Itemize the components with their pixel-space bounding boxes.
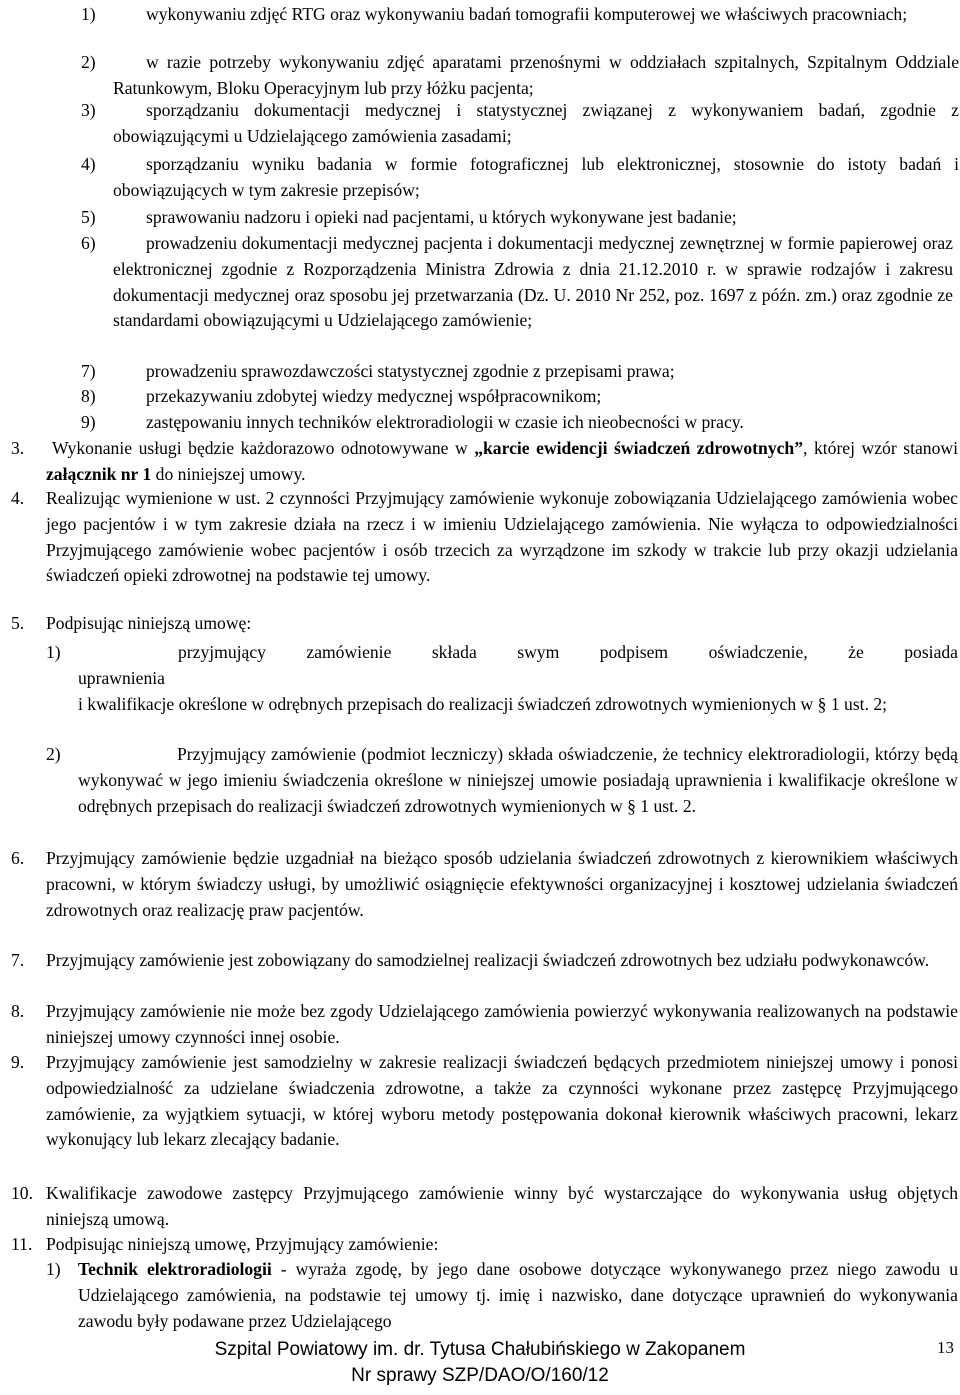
list-number: 4) <box>81 154 96 174</box>
list-number: 5) <box>81 207 96 227</box>
paragraph-number: 7. <box>11 950 25 970</box>
role-title: Technik elektroradiologii <box>78 1259 272 1279</box>
list-text: zastępowaniu innych techników elektroradiologii w czasie ich nieobecności w pracy. <box>146 412 744 432</box>
list-text: wykonywaniu zdjęć RTG oraz wykonywaniu badań tomografii komputerowej we właściwych pracowniach; <box>146 4 908 24</box>
paragraph-text-part: , której wzór stanowi <box>803 438 958 458</box>
paragraph-text: Podpisując niniejszą umowę, Przyjmujący zamówienie: <box>46 1234 439 1254</box>
footer-case-number: Nr sprawy SZP/DAO/O/160/12 <box>351 1365 609 1386</box>
paragraph-text: Realizując wymienione w ust. 2 czynności Przyjmujący zamówienie wykonuje zobowiązania Udzielającego zamówienia wobec jego pacjentów i w tym zakresie działa na rzecz i w imieniu Udzielającego zamówienia. Nie wyłącza to odpowiedzialności Przyjmującego zamówienie wobec pacjentów i osób trzecich za wyrządzone im szkody w trakcie lub przy okazji udzielania świadczeń opieki zdrowotnej na podstawie tej umowy. <box>46 488 958 586</box>
page-number: 13 <box>937 1338 954 1357</box>
paragraph-text: Przyjmujący zamówienie jest zobowiązany do samodzielnej realizacji świadczeń zdrowotnych bez udziału podwykonawców. <box>46 950 930 970</box>
list-text: przekazywaniu zdobytej wiedzy medycznej współpracownikom; <box>146 386 602 406</box>
paragraph-text-part: Wykonanie usługi będzie każdorazowo odnotowywane w <box>52 438 475 458</box>
list-text-part: - wyraża zgodę, by jego dane osobowe dotyczące wykonywanego przez niego zawodu u Udzielającego zamówienia, na podstawie tej umowy tj. imię i nazwisko, dane dotyczące uprawnień do wykonywania zawodu były podawane przez Udzielającego <box>78 1259 958 1331</box>
list-text: sporządzaniu dokumentacji medycznej i statystycznej związanej z wykonywaniem badań, zgodnie z obowiązującymi u Udzielającego zamówienia zasadami; <box>113 100 959 146</box>
list-text <box>78 640 958 717</box>
list-number: 1) <box>46 1259 61 1279</box>
paragraph-text: Przyjmujący zamówienie jest samodzielny w zakresie realizacji świadczeń będących przedmiotem niniejszej umowy i ponosi odpowiedzialność za udzielane świadczenia zdrowotne, a także za czynności wykonane przez zastępcę Przyjmującego zamówienie, za wyjątkiem sytuacji, w której wyboru metody postępowania dokonał kierownik właściwych pracowni, lekarz wykonujący lub lekarz zlecający badanie. <box>46 1052 958 1150</box>
footer-hospital-name: Szpital Powiatowy im. dr. Tytusa Chałubińskiego w Zakopanem <box>214 1339 746 1360</box>
paragraph-text <box>46 436 958 488</box>
list-text: prowadzeniu dokumentacji medycznej pacjenta i dokumentacji medycznej zewnętrznej w formie papierowej oraz elektronicznej zgodnie z Rozporządzenia Ministra Zdrowia z dnia 21.12.2010 r. w sprawie rodzajów i zakresu dokumentacji medycznej oraz sposobu jej przetwarzania (Dz. U. 2010 Nr 252, poz. 1697 z późn. zm.) oraz zgodnie ze standardami obowiązującymi u Udzielającego zamówienie; <box>113 233 953 331</box>
list-text: Przyjmujący zamówienie (podmiot leczniczy) składa oświadczenie, że technicy elektroradiologii, którzy będą wykonywać w jego imieniu świadczenia określone w niniejszej umowie posiadają uprawnienia i kwalifikacje określone w odrębnych przepisach do realizacji świadczeń zdrowotnych wymienionych w § 1 ust. 2. <box>78 744 958 816</box>
paragraph-text: Przyjmujący zamówienie będzie uzgadniał na bieżąco sposób udzielania świadczeń zdrowotnych z kierownikiem właściwych pracowni, w którym świadczy usługi, by umożliwić osiągnięcie efektywności organizacyjnej i kosztowej udzielania świadczeń zdrowotnych oraz realizację praw pacjentów. <box>46 848 958 920</box>
paragraph-text: Podpisując niniejszą umowę: <box>46 613 252 633</box>
list-number: 7) <box>81 361 96 381</box>
list-number: 2) <box>46 744 61 764</box>
paragraph-number: 6. <box>11 848 25 868</box>
list-text-line: przyjmujący zamówienie składa swym podpisem oświadczenie, że posiada <box>178 642 958 662</box>
list-text-line: uprawnienia <box>78 667 165 688</box>
list-number: 1) <box>46 642 61 662</box>
list-text <box>78 1257 958 1334</box>
attachment-reference: załącznik nr 1 <box>46 463 152 484</box>
paragraph-number: 4. <box>11 488 25 508</box>
list-number: 8) <box>81 386 96 406</box>
paragraph-number: 8. <box>11 1001 25 1021</box>
list-number: 6) <box>81 233 96 253</box>
paragraph-number: 3. <box>11 438 25 458</box>
list-text: prowadzeniu sprawozdawczości statystycznej zgodnie z przepisami prawa; <box>146 361 675 381</box>
paragraph-text: Przyjmujący zamówienie nie może bez zgody Udzielającego zamówienia powierzyć wykonywania realizowanych na podstawie niniejszej umowy czynności innej osobie. <box>46 1001 958 1047</box>
paragraph-number: 9. <box>11 1052 25 1072</box>
list-number: 9) <box>81 412 96 432</box>
paragraph-number: 5. <box>11 613 25 633</box>
list-text-line: i kwalifikacje określone w odrębnych przepisach do realizacji świadczeń zdrowotnych wymienionych w § 1 ust. 2; <box>78 693 888 714</box>
paragraph-number: 10. <box>11 1183 33 1203</box>
list-text: w razie potrzeby wykonywaniu zdjęć aparatami przenośnymi w oddziałach szpitalnych, Szpitalnym Oddziale Ratunkowym, Bloku Operacyjnym lub przy łóżku pacjenta; <box>113 52 959 98</box>
paragraph-number: 11. <box>11 1234 33 1254</box>
list-number: 3) <box>81 100 96 120</box>
paragraph-text: Kwalifikacje zawodowe zastępcy Przyjmującego zamówienie winny być wystarczające do wykonywania usług objętych niniejszą umową. <box>46 1183 958 1229</box>
paragraph-text-part: do niniejszej umowy. <box>151 463 306 484</box>
list-number: 2) <box>81 52 96 72</box>
list-text: sprawowaniu nadzoru i opieki nad pacjentami, u których wykonywane jest badanie; <box>146 207 737 227</box>
list-text: sporządzaniu wyniku badania w formie fotograficznej lub elektronicznej, stosownie do istoty badań i obowiązujących w tym zakresie przepisów; <box>113 154 959 200</box>
list-number: 1) <box>81 4 96 24</box>
paragraph-text-bold: „karcie ewidencji świadczeń zdrowotnych” <box>474 438 804 458</box>
